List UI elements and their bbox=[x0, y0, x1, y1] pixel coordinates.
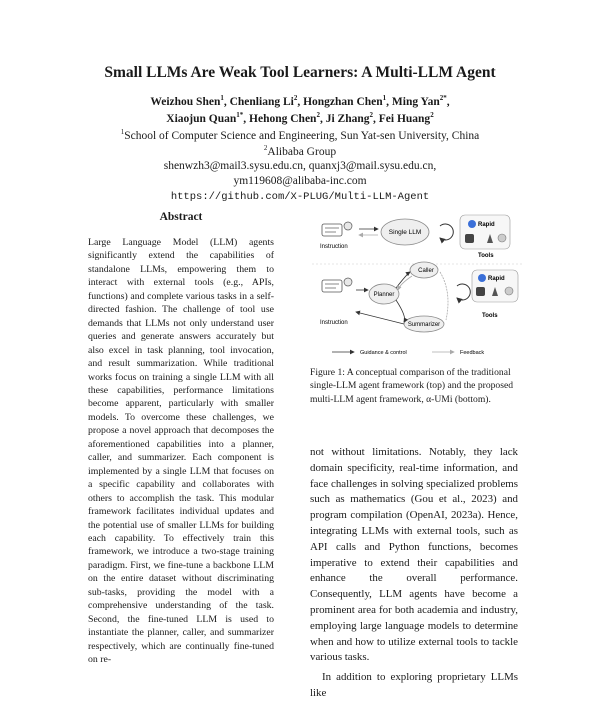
tool-icon bbox=[476, 287, 485, 296]
figure-1-diagram bbox=[312, 212, 522, 362]
top-instruction-label: Instruction bbox=[320, 244, 348, 250]
author-name: Hehong Chen bbox=[249, 112, 317, 125]
legend-guidance: Guidance & control bbox=[360, 350, 407, 356]
rapid-icon bbox=[478, 274, 486, 282]
author-name: Chenliang Li bbox=[229, 95, 294, 108]
affiliation-2: $^2$Alibaba Group bbox=[263, 144, 337, 158]
caller-label: Caller bbox=[418, 268, 434, 274]
top-tools-label: Tools bbox=[478, 253, 494, 259]
author-name: Hongzhan Chen bbox=[303, 95, 383, 108]
planner-label: Planner bbox=[373, 292, 395, 298]
tool-icon bbox=[498, 234, 506, 242]
author-name: Xiaojun Quan bbox=[166, 112, 237, 125]
tool-icon bbox=[505, 287, 513, 295]
paper-title: Small LLMs Are Weak Tool Learners: A Multi-LLM Agent bbox=[104, 64, 496, 81]
bottom-rapid-label: Rapid bbox=[488, 276, 505, 282]
single-llm-label: Single LLM bbox=[388, 229, 422, 236]
author-name: Ming Yan bbox=[391, 95, 440, 108]
abstract-text: Large Language Model (LLM) agents significantly extend the capabilities of standalone LLMs, empowering them to interact with external tools (e.g., APIs, functions) and complete various tasks in a self-directed fashion. The challenge of tool use demands that LLMs not only understand user queries and generate answers accurately but also excel in task planning, tool invocation, and result summarization. While traditional works focus on training a single LLM with all these capabilities, performance limitations become apparent, particularly with smaller models. To overcome these challenges, we propose a novel approach that decomposes the aforementioned capabilities into a planner, caller, and summarizer. Each component is implemented by a single LLM that focuses on a specific capability and collaborates with others to accomplish the task. This modular framework facilitates individual updates and the potential use of smaller LLMs for building each capability. To effectively train this framework, we introduce a two-stage training paradigm. First, we fine-tune a backbone LLM on the entire dataset without discriminating sub-tasks, providing the model with a comprehensive understanding of the task. Second, the fine-tuned LLM is used to instantiate the planner, caller, and summarizer respectively, which are continually fine-tuned on re- bbox=[88, 237, 274, 666]
planner-node bbox=[369, 284, 399, 304]
author-name: Ji Zhang bbox=[325, 112, 370, 125]
bottom-instruction-label: Instruction bbox=[320, 320, 348, 326]
rapid-icon bbox=[468, 220, 476, 228]
top-loop-icon bbox=[440, 224, 453, 240]
summarizer-node bbox=[404, 316, 444, 332]
bottom-loop-icon bbox=[457, 284, 470, 300]
affiliation-1: $^1$School of Computer Science and Engineering, Sun Yat-sen University, China bbox=[120, 128, 480, 142]
tool-icon bbox=[465, 234, 474, 243]
summarizer-label: Summarizer bbox=[407, 322, 441, 328]
repo-url[interactable]: https://github.com/X-PLUG/Multi-LLM-Agent bbox=[170, 191, 430, 203]
bottom-tools-label: Tools bbox=[482, 313, 498, 319]
author-name: Weizhou Shen bbox=[150, 95, 221, 108]
top-instruction-icon bbox=[322, 222, 352, 236]
figure-caption: Figure 1: A conceptual comparison of the traditional single-LLM agent framework (top) and the proposed multi-LLM agent framework, α-UMi (bottom). bbox=[310, 367, 514, 405]
bottom-tools-box bbox=[472, 270, 518, 302]
bottom-instruction-icon bbox=[322, 278, 352, 292]
email-line-2: ym119608@alibaba-inc.com bbox=[233, 175, 367, 187]
body-paragraph: In addition to exploring proprietary LLMs like bbox=[310, 671, 518, 699]
email-line-1: shenwzh3@mail3.sysu.edu.cn, quanxj3@mail.sysu.edu.cn, bbox=[163, 160, 437, 172]
legend-feedback: Feedback bbox=[460, 350, 485, 356]
body-paragraph: not without limitations. Notably, they lack domain specificity, real-time information, and face challenges in solving specialized problems such as mathematics (Gou et al., 2023) and program compilation (OpenAI, 2023a). Hence, integrating LLMs with external tools, such as API calls and Python functions, becomes imperative to extend their capabilities and enhance the overall performance. Consequently, LLM agents have become a prominent area for both academia and industry, employing large language models to determine when and how to utilize external tools to tackle various tasks. bbox=[310, 446, 518, 664]
caller-node bbox=[410, 262, 438, 278]
single-llm-node bbox=[381, 219, 429, 245]
author-name: Fei Huang bbox=[378, 112, 431, 125]
author-line-1: Weizhou Shen$^1$, Chenliang Li$^2$, Hongzhan Chen$^1$, Ming Yan$^{2*}$, bbox=[150, 94, 450, 108]
author-line-2: Xiaojun Quan$^{1*}$, Hehong Chen$^2$, Ji Zhang$^2$, Fei Huang$^2$ bbox=[166, 111, 434, 125]
top-rapid-label: Rapid bbox=[478, 222, 495, 228]
abstract-heading: Abstract bbox=[159, 211, 203, 223]
body-column-right bbox=[310, 445, 518, 702]
top-tools-box bbox=[460, 215, 510, 249]
